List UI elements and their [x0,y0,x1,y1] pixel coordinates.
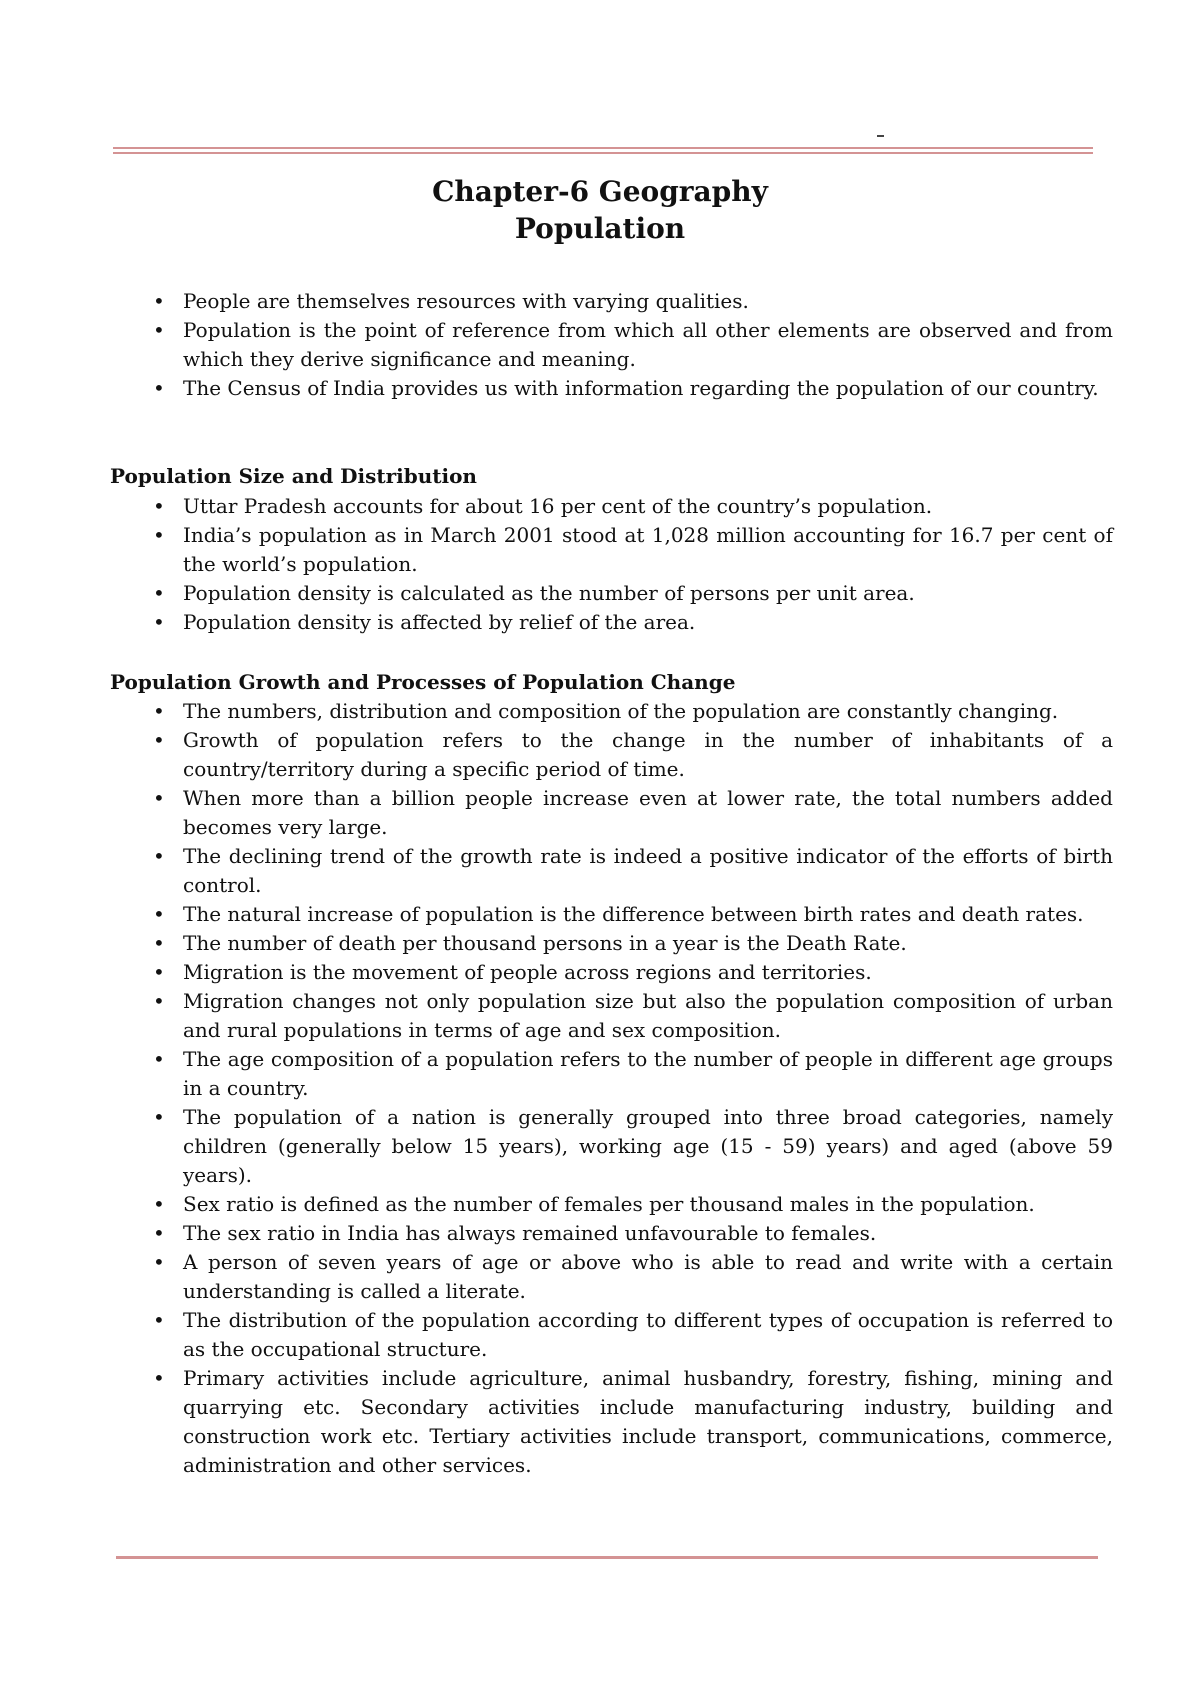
growth-change-list [0,697,1200,1480]
page-subtitle: Population [514,212,686,245]
list-item: • Growth of population refers to the change in the number of inhabitants of a country/territory during a specific period of time. [0,726,1113,784]
section-heading-growth-change: Population Growth and Processes of Population Change [110,670,736,694]
list-item: • The distribution of the population according to different types of occupation is referred to as the occupational structure. [0,1306,1113,1364]
list-item: • India’s population as in March 2001 stood at 1,028 million accounting for 16.7 per cent of the world’s population. [0,521,1113,579]
list-item: • Population is the point of reference from which all other elements are observed and from which they derive significance and meaning. [0,316,1113,374]
list-item: • The population of a nation is generally grouped into three broad categories, namely children (generally below 15 years), working age (15 - 59) years) and aged (above 59 years). [0,1103,1113,1190]
list-item: • The sex ratio in India has always remained unfavourable to females. [0,1219,1113,1248]
list-item: • When more than a billion people increase even at lower rate, the total numbers added becomes very large. [0,784,1113,842]
list-item: • The numbers, distribution and composition of the population are constantly changing. [0,697,1113,726]
list-item: • Primary activities include agriculture, animal husbandry, forestry, fishing, mining and quarrying etc. Secondary activities include manufacturing industry, building and construction work etc. Tertiary activities include transport, communications, commerce, administration and other services. [0,1364,1113,1480]
list-item: • Uttar Pradesh accounts for about 16 per cent of the country’s population. [0,492,1113,521]
list-item: • Sex ratio is defined as the number of females per thousand males in the population. [0,1190,1113,1219]
intro-list [0,287,1200,403]
list-item: • A person of seven years of age or above who is able to read and write with a certain understanding is called a literate. [0,1248,1113,1306]
list-item: • People are themselves resources with varying qualities. [0,287,1113,316]
list-item: • The age composition of a population refers to the number of people in different age groups in a country. [0,1045,1113,1103]
list-item: • Migration is the movement of people across regions and territories. [0,958,1113,987]
list-item: • Population density is affected by relief of the area. [0,608,1113,637]
section-heading-size-distribution: Population Size and Distribution [110,464,477,488]
size-distribution-list [0,492,1200,637]
header-tick-mark [877,135,884,137]
header-rule [113,147,1093,154]
list-item: • The number of death per thousand persons in a year is the Death Rate. [0,929,1113,958]
list-item: • The declining trend of the growth rate is indeed a positive indicator of the efforts of birth control. [0,842,1113,900]
list-item: • The Census of India provides us with information regarding the population of our country. [0,374,1113,403]
footer-rule [116,1556,1098,1559]
page-title: Chapter-6 Geography [432,175,768,208]
list-item: • Population density is calculated as the number of persons per unit area. [0,579,1113,608]
list-item: • Migration changes not only population size but also the population composition of urban and rural populations in terms of age and sex composition. [0,987,1113,1045]
list-item: • The natural increase of population is the difference between birth rates and death rates. [0,900,1113,929]
